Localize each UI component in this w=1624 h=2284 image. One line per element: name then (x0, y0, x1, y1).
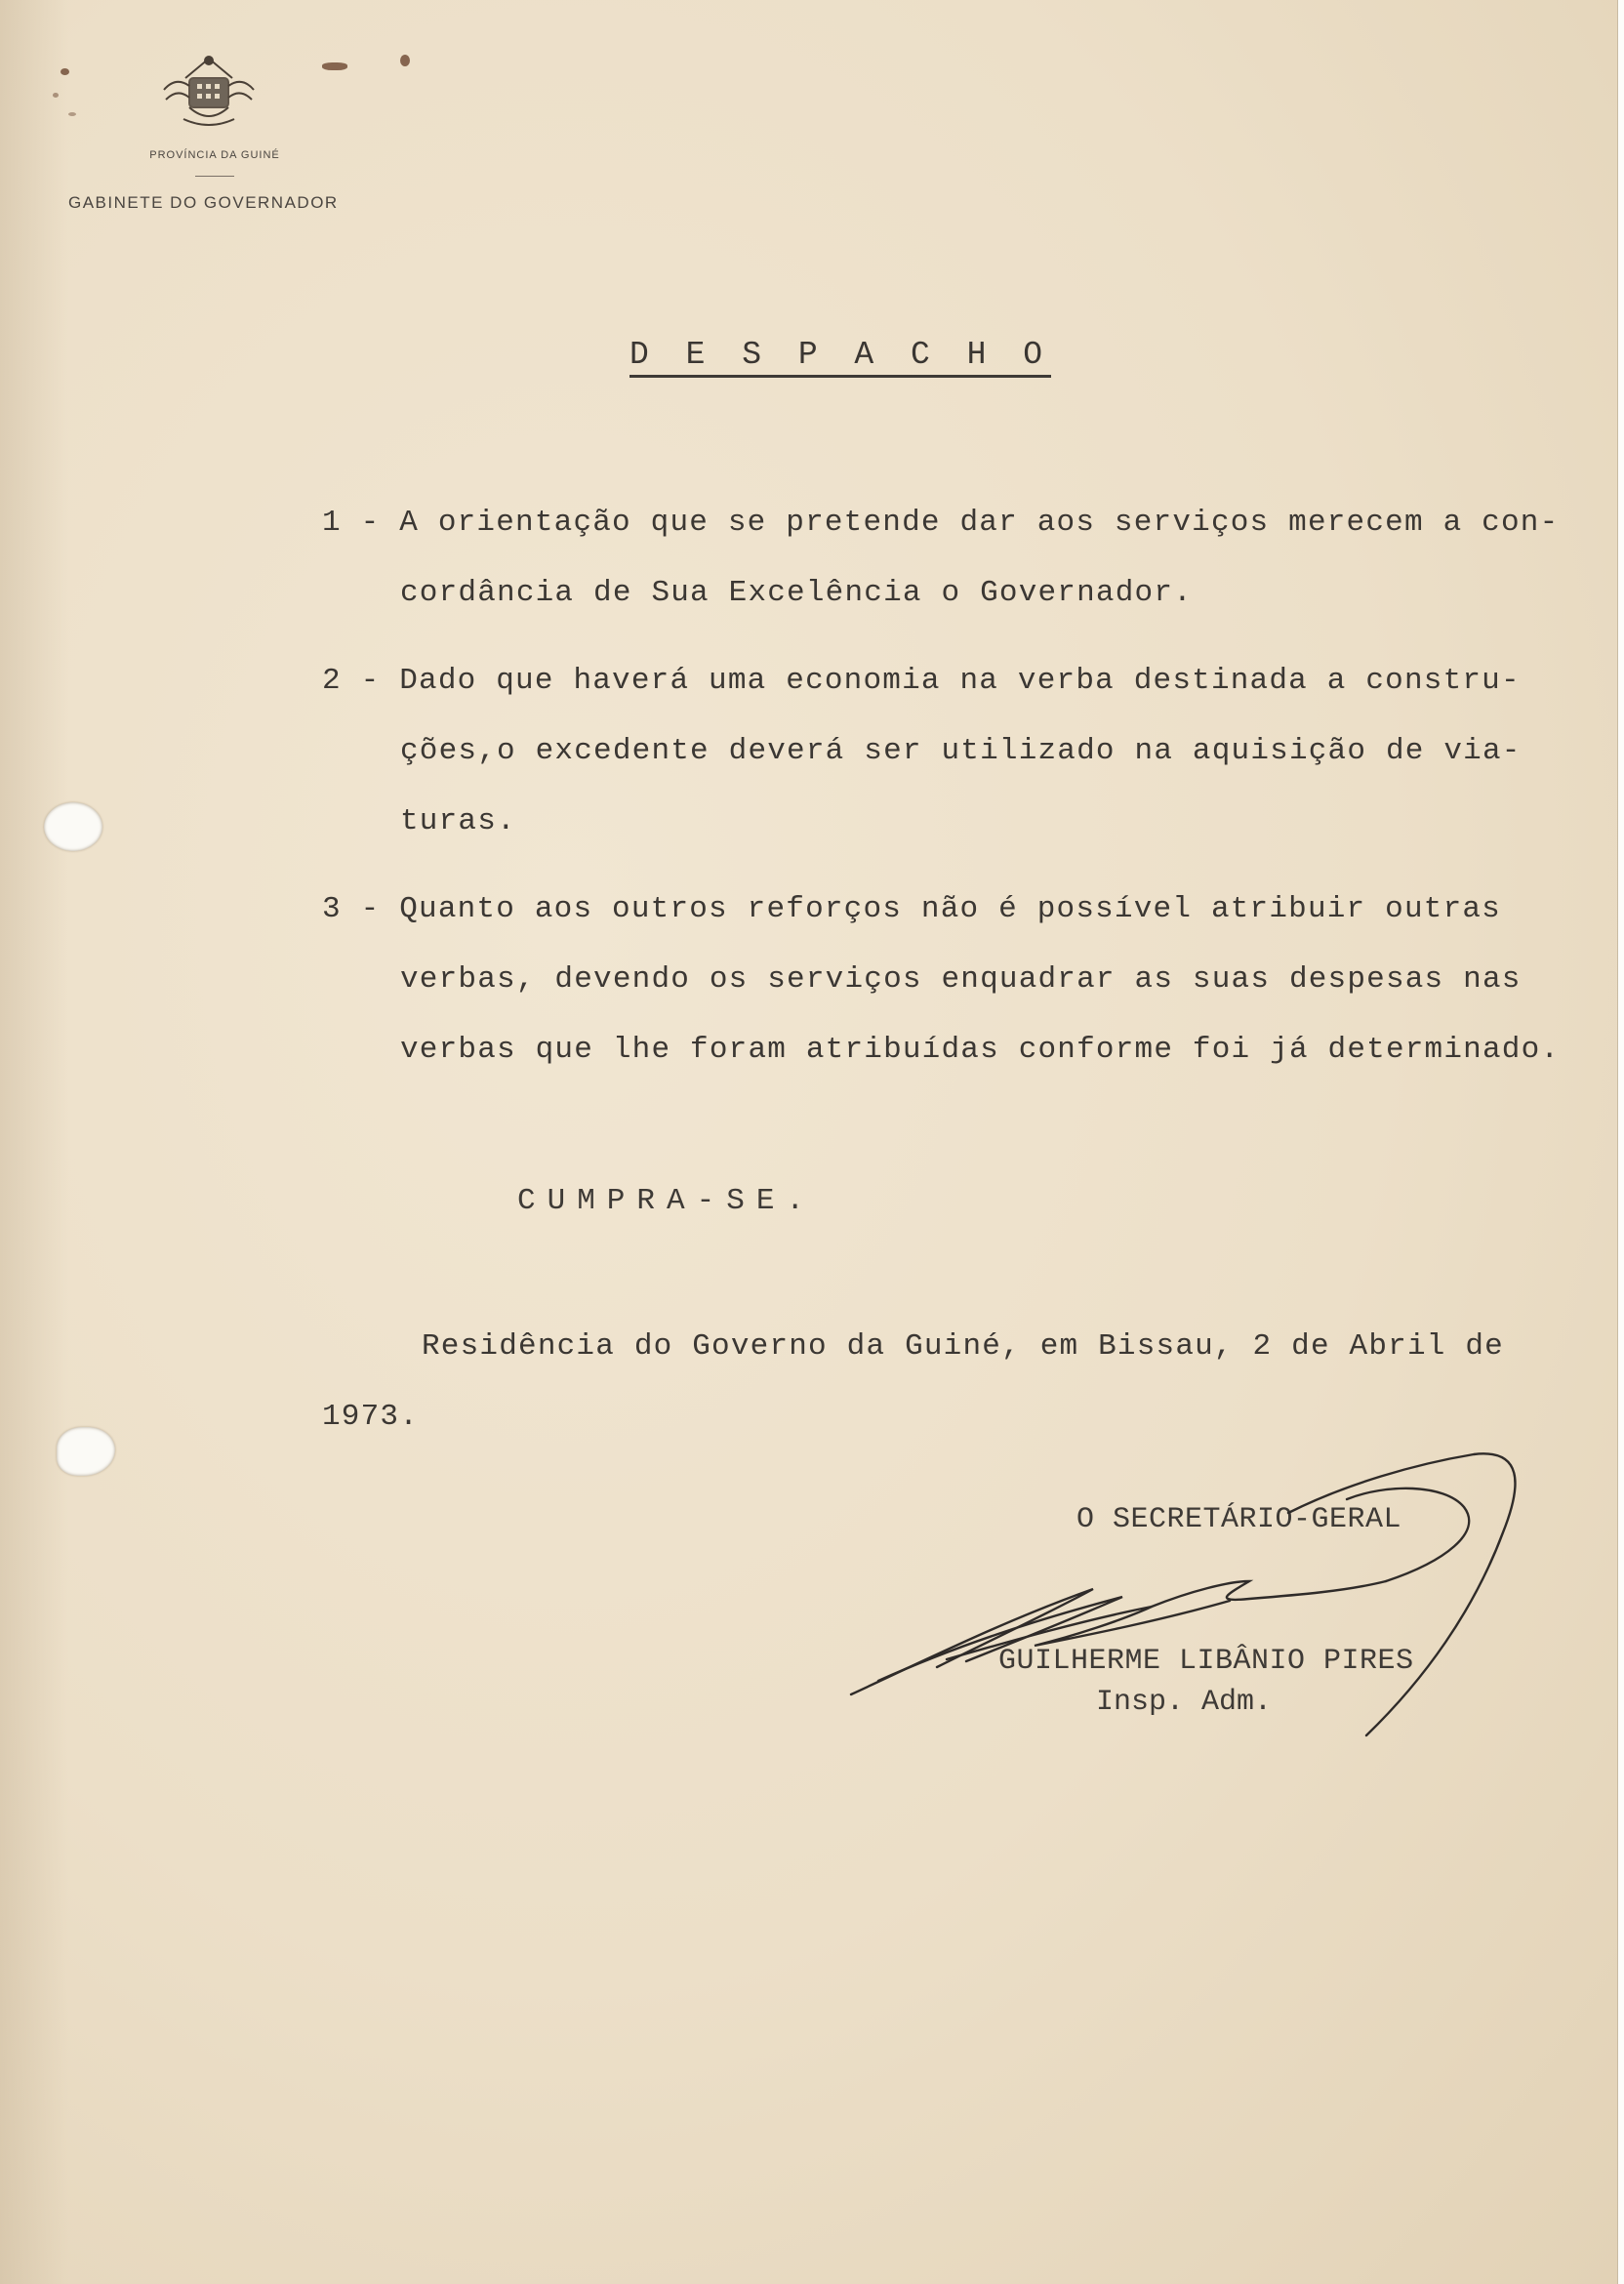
punch-hole-icon (57, 1427, 115, 1476)
ink-stain (400, 55, 410, 66)
ink-stain (68, 112, 76, 116)
coat-of-arms-icon (156, 51, 262, 129)
ink-stain (322, 62, 347, 70)
letterhead-divider (195, 176, 234, 177)
letterhead-province: PROVÍNCIA DA GUINÉ (149, 149, 280, 161)
paragraph-3-line-1: 3 - Quanto aos outros reforços não é possível atribuir outras (322, 892, 1501, 926)
paragraph-1-line-2: cordância de Sua Excelência o Governador. (400, 576, 1193, 610)
ink-stain (61, 68, 69, 75)
paragraph-2-line-2: ções,o excedente deverá ser utilizado na aquisição de via- (400, 734, 1522, 768)
paragraph-3-line-2: verbas, devendo os serviços enquadrar as suas despesas nas (400, 962, 1522, 997)
signatory-title: O SECRETÁRIO-GERAL (1076, 1503, 1402, 1536)
paragraph-1-line-1: 1 - A orientação que se pretende dar aos serviços merecem a con- (322, 506, 1560, 540)
signatory-role: Insp. Adm. (1096, 1686, 1273, 1719)
paragraph-3-line-3: verbas que lhe foram atribuídas conforme foi já determinado. (400, 1033, 1561, 1067)
paper-right-edge (1617, 0, 1624, 2284)
handwritten-signature-icon (839, 1425, 1542, 1747)
paragraph-2-line-3: turas. (400, 804, 516, 838)
paper-edge-shade (0, 0, 68, 2284)
punch-hole-icon (44, 802, 102, 851)
place-date-line-2: 1973. (322, 1400, 420, 1434)
document-title: D E S P A C H O (629, 337, 1051, 378)
order-cumpra-se: CUMPRA-SE. (517, 1184, 817, 1218)
paragraph-2-line-1: 2 - Dado que haverá uma economia na verba destinada a constru- (322, 664, 1521, 698)
letterhead-office: GABINETE DO GOVERNADOR (68, 193, 339, 212)
place-date-line-1: Residência do Governo da Guiné, em Bissau, 2 de Abril de (422, 1329, 1504, 1364)
ink-stain (53, 93, 59, 98)
signatory-name: GUILHERME LIBÂNIO PIRES (998, 1645, 1414, 1678)
